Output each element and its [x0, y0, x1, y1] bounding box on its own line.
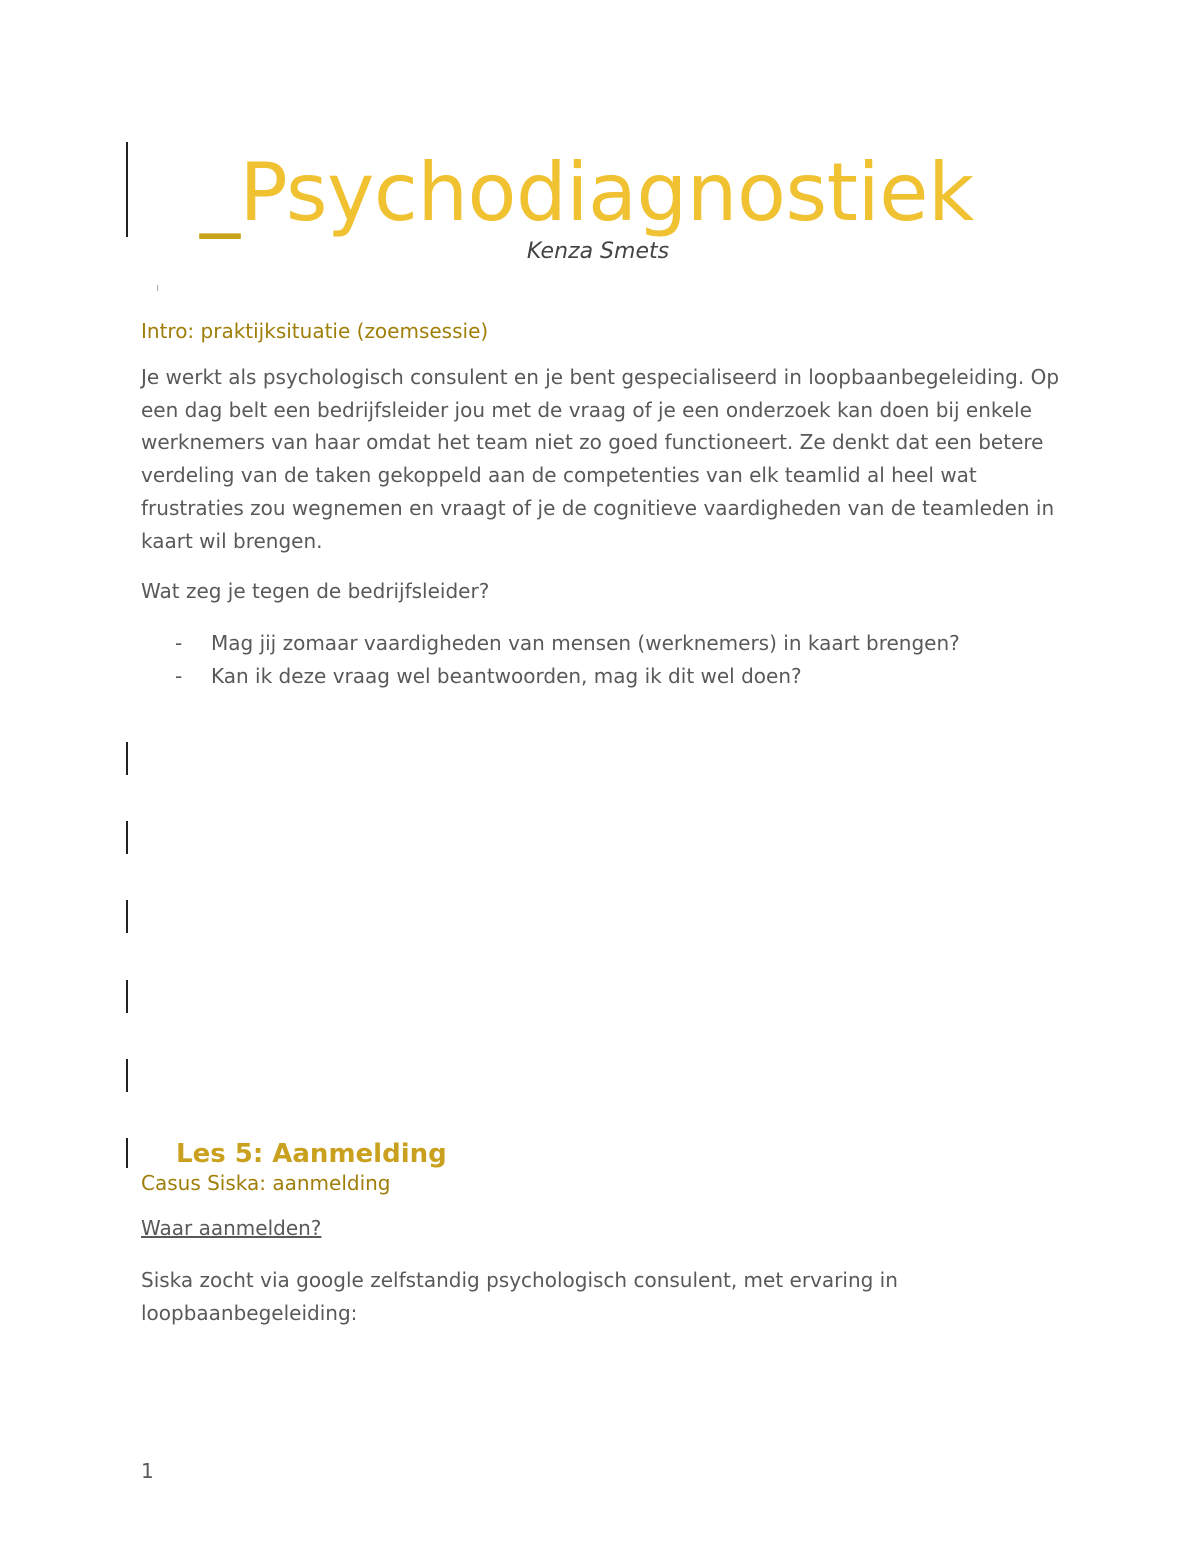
change-bar [126, 742, 128, 775]
paragraph-mark [157, 285, 158, 291]
change-bar [126, 980, 128, 1013]
change-bar [126, 142, 128, 237]
change-bar [126, 900, 128, 933]
author-name: Kenza Smets [526, 239, 670, 264]
change-bar [126, 821, 128, 854]
list-item-text: Mag jij zomaar vaardigheden van mensen (werknemers) in kaart brengen? [211, 631, 960, 655]
case-paragraph: Siska zocht via google zelfstandig psychologisch consulent, met ervaring in loopbaanbegeleiding: [141, 1268, 898, 1325]
page-number: 1 [141, 1459, 154, 1483]
intro-heading: Intro: praktijksituatie (zoemsessie) [141, 319, 489, 343]
section-heading: Les 5: Aanmelding [176, 1139, 447, 1169]
change-bar [126, 1138, 128, 1168]
bullet-list [141, 627, 1101, 693]
title-text: Psychodiagnostiek [239, 146, 974, 239]
question-text: Wat zeg je tegen de bedrijfsleider? [141, 579, 490, 603]
document-title [200, 138, 1020, 248]
case-heading: Casus Siska: aanmelding [141, 1171, 391, 1195]
intro-paragraph: Je werkt als psychologisch consulent en je bent gespecialiseerd in loopbaanbegeleiding. Op een dag belt een bedrijfsleider jou met de vraag of je een onderzoek kan doen bij enkele werknemers van haar omdat het team niet zo goed functioneert. Ze denkt dat een betere verdeling van de taken gekoppeld aan de competenties van elk teamlid al heel wat frustraties zou wegnemen en vraagt of je de cognitieve vaardigheden van de teamleden in kaart wil brengen. [141, 365, 1060, 553]
list-item [141, 627, 1101, 660]
list-item-text: Kan ik deze vraag wel beantwoorden, mag ik dit wel doen? [211, 664, 802, 688]
subheading: Waar aanmelden? [141, 1216, 322, 1240]
list-marker: - [175, 664, 183, 688]
list-item [141, 660, 1101, 693]
list-marker: - [175, 631, 183, 655]
title-prefix: _ [200, 146, 240, 239]
change-bar [126, 1059, 128, 1092]
